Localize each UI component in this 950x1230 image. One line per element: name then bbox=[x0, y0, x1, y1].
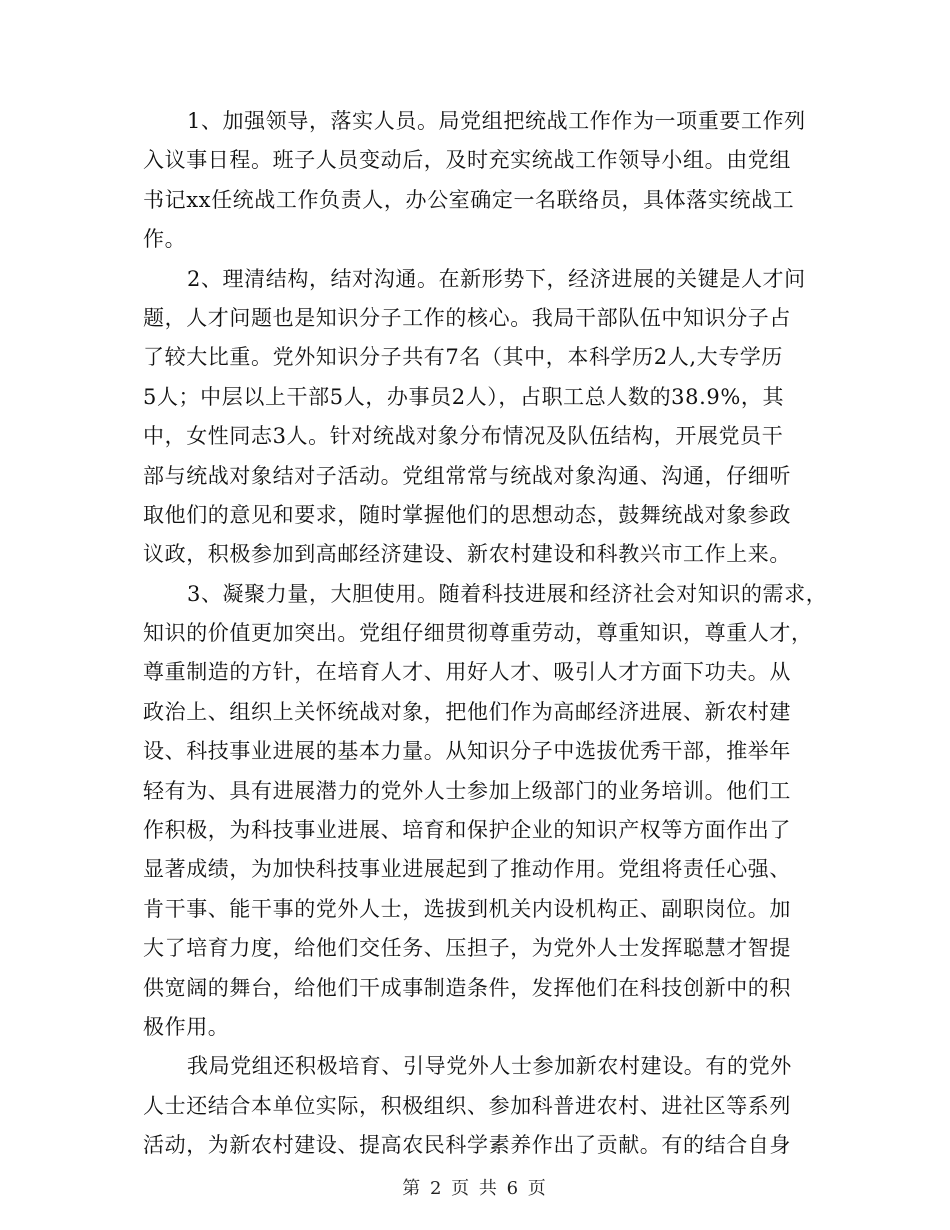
text-line: 入议事日程。班子人员变动后，及时充实统战工作领导小组。由党组 bbox=[143, 148, 791, 173]
text-line: 尊重制造的方针，在培育人才、用好人才、吸引人才方面下功夫。从 bbox=[143, 660, 791, 685]
text-line: 轻有为、具有进展潜力的党外人士参加上级部门的业务培训。他们工 bbox=[143, 778, 791, 803]
text-line: 极作用。 bbox=[143, 1014, 230, 1039]
text-line: 议政，积极参加到高邮经济建设、新农村建设和科教兴市工作上来。 bbox=[143, 542, 791, 567]
text-line: 书记xx任统战工作负责人，办公室确定一名联络员，具体落实统战工 bbox=[143, 187, 795, 212]
text-line: 作。 bbox=[143, 227, 187, 252]
text-line: 显著成绩，为加快科技事业进展起到了推动作用。党组将责任心强、 bbox=[143, 857, 791, 882]
text-line: 取他们的意见和要求，随时掌握他们的思想动态，鼓舞统战对象参政 bbox=[143, 502, 791, 527]
page-footer bbox=[0, 1174, 950, 1200]
text-line: 我局党组还积极培育、引导党外人士参加新农村建设。有的党外 bbox=[187, 1054, 792, 1079]
text-line: 部与统战对象结对子活动。党组常常与统战对象沟通、沟通，仔细听 bbox=[143, 463, 791, 488]
paragraph-1 bbox=[143, 102, 823, 260]
text-line: 3、凝聚力量，大胆使用。随着科技进展和经济社会对知识的需求， bbox=[187, 581, 828, 606]
text-line: 活动，为新农村建设、提高农民科学素养作出了贡献。有的结合自身 bbox=[143, 1133, 791, 1158]
text-line: 1、加强领导，落实人员。局党组把统战工作作为一项重要工作列 bbox=[187, 109, 806, 133]
text-line: 5人；中层以上干部5人，办事员2人），占职工总人数的38.9%，其 bbox=[143, 384, 785, 409]
paragraph-2 bbox=[143, 260, 823, 575]
paragraph-3 bbox=[143, 575, 828, 1048]
text-line: 政治上、组织上关怀统战对象，把他们作为高邮经济进展、新农村建 bbox=[143, 699, 791, 724]
text-line: 了较大比重。党外知识分子共有7名（其中，本科学历2人,大专学历 bbox=[143, 345, 783, 370]
text-line: 人士还结合本单位实际，积极组织、参加科普进农村、进社区等系列 bbox=[143, 1093, 791, 1118]
text-line: 供宽阔的舞台，给他们干成事制造条件，发挥他们在科技创新中的积 bbox=[143, 975, 791, 1000]
text-line: 知识的价值更加突出。党组仔细贯彻尊重劳动，尊重知识，尊重人才， bbox=[143, 621, 813, 646]
text-line: 中，女性同志3人。针对统战对象分布情况及队伍结构，开展党员干 bbox=[143, 424, 784, 449]
paragraph-4 bbox=[143, 1047, 823, 1165]
text-line: 2、理清结构，结对沟通。在新形势下，经济进展的关键是人才问 bbox=[187, 266, 806, 291]
page-number-label: 第 2 页 共 6 页 bbox=[402, 1178, 548, 1199]
text-line: 作积极，为科技事业进展、培育和保护企业的知识产权等方面作出了 bbox=[143, 818, 791, 843]
text-line: 大了培育力度，给他们交任务、压担子，为党外人士发挥聪慧才智提 bbox=[143, 936, 791, 961]
document-body bbox=[143, 102, 828, 1166]
text-line: 肯干事、能干事的党外人士，选拔到机关内设机构正、副职岗位。加 bbox=[143, 896, 791, 921]
text-line: 题，人才问题也是知识分子工作的核心。我局干部队伍中知识分子占 bbox=[143, 305, 791, 330]
text-line: 设、科技事业进展的基本力量。从知识分子中选拔优秀干部，推举年 bbox=[143, 739, 791, 764]
